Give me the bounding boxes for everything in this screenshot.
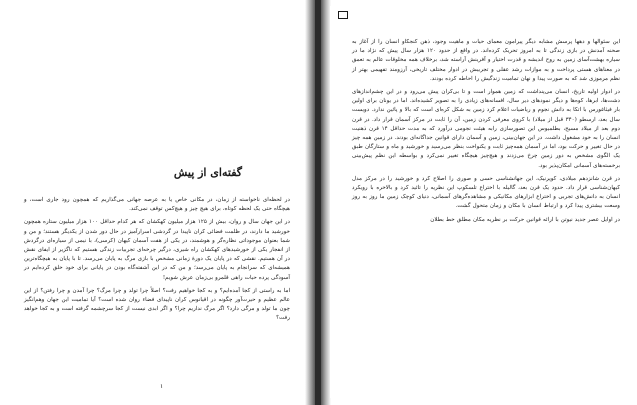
binding-shadow xyxy=(305,0,315,405)
right-page-body xyxy=(352,38,620,225)
paragraph: در قرن شانزدهم میلادی، کوپرنیک، این جهانشناسی حسی و صوری را اصلاح کرد و خورشید را در مرکز مدل کیهان‌شناسی قرار داد. حدود یک قرن بعد، گالیله با اختراع تلسکوپ این نظریه را تائید کرد و بالاخره با رویکرد انسان به دانش‌های تجربی و اختراع ابزارهای مکانیکی و مشاهده‌گرهای آسمانی، دنیای کوچک زمین ما روز به روز وسعت بیشتری پیدا کرد و ارتباط انسان با مکان و زمان متحول گشت. xyxy=(352,175,620,210)
paragraph: این سئوالها و دهها پرسش مشابه دیگر پیرامون معمای حیات و ماهیت وجود، ذهن کنجکاو انسان را از آغاز به صحنه آمدنش در بازی زندگی تا به امروز تحریک کرده‌اند. در واقع از حدود ۱۲۰ هزار سال پیش که نژاد ما در سیاره بهشت‌آسای زمین به روح اندیشه و قدرت اختیار و آفرینش آراسته شد، برخلاف همه مخلوقات عالم به تعمق در معناهای هستی پرداخت و به موازات رشد عقلی و تجربیش در ادوار مختلف تاریخی، آرزومند تفهیمی بهتر از نظم مرموزی شد که به صورت پیدا و نهان تمامیت زندگیش را احاطه کرده بودند. xyxy=(352,39,620,82)
left-page xyxy=(10,6,306,398)
left-page-body xyxy=(24,196,290,324)
paragraph: در این جهان سال و روان، بیش از ۱۲۵ هزار میلیون کهکشان که هر کدام حداقل ۱۰۰ هزار میلیون ستاره همچون خورشید ما دارند، در ظلمت فضائی کران ناپیدا در گردشی اسرارآمیز در حال دور شدن از یکدیگر هستند؛ و من و شما بعنوان موجوداتی نظاره‌گر و هوشمند، در یکی از هفت آسمان کیهان (کرسی)، با نیمی از سیاره‌ای درگردش از انفجار یکی از خورشیدهای کهکشان راه شیری، درگیر چرخه‌ای تجربیات زندگی هستیم که ناگزیر از ایفای نقش در آن هستیم. نقشی که در پایان یک دورهٔ زمانی مشخص با بازی مرگ به پایان می‌رسد. تا با پایان به هیچگاه‌ترین همیشه‌ای که سرانجام به پایان می‌رسد؛ و من که در این آشفته‌گاه بودن در پایانی برای خود خلق کرده‌ایم در آسودگی پرده حیات راهی قلمرو بی‌زمان عرش شویم! xyxy=(24,219,290,281)
paragraph: در اوایل عصر جدید نیوتن با ارائه قوانین حرکت بر نظریه مکان مطلق خط بطلان xyxy=(430,216,620,223)
right-page xyxy=(330,6,630,398)
corner-box-icon xyxy=(338,11,348,19)
chapter-title: گفته‌ای از پیش xyxy=(173,166,242,179)
paragraph: در ادوار اولیه تاریخ، انسان می‌پنداشت که زمین هموار است و تا بی‌کران پیش می‌رود و در این چشم‌اندازهای دشت‌ها، ابرها، کوه‌ها و دیگر نمودهای دیر سال، افسانه‌های زیادی را به تصویر کشیده‌اند. اما در یونان برای اولین بار فیثاغورس با اتکا به دانش نجوم و ریاضیات اعلام کرد زمین به شکل کره‌ای است که بالا و پائین ندارد. دویست سال بعد، ارسطو (۳۴۰ قبل از میلاد) با کروی معرفی کردن زمین، آن را ثابت در مرکز آسمان قرار داد. در قرن دوم بعد از میلاد مسیح، بطلمیوس این تصورسازی رابه هیئت نجومی درآورد که به مدت حداقل ۱۴ قرن ذهنیت انسان را به خود مشغول داشت. در این جهان‌بینی، زمین و آسمان دارای قوانین جداگانه‌ای بودند. در زمین همه چیز در حال تغییر و حرکت بود، اما در آسمان همه‌چیز ثابت و یکنواخت بنظر می‌رسید و خورشید و ماه و ستارگان طبق یک الگوی مشخص به دور زمین چرخ می‌زدند و هیچ‌چیز هیچگاه تغییر نمی‌کرد و بواسطه این نظم پیش‌بینی برخسته‌های آسمانی امکان‌پذیر بود. xyxy=(352,89,620,169)
paragraph: اما به راستی از کجا آمده‌ایم؟ و به کجا خواهیم رفت؟ اصلاً چرا تولد و چرا مرگ؟ چرا آمدن و چرا رفتن؟ از این عالم عظیم و حیرت‌آور چگونه در اقیانوس کران ناپیدای فضاء روان شده است؟ آیا تمامیت این جهان وهم‌انگیز چون ما تولد و مرگی دارد؟ اگر مرگ نداریم چرا؟ و اگر ابدی نیست از کجا سرچشمه گرفته است و به کجا خواهد رفت؟ xyxy=(24,287,290,322)
page-number: ۱ xyxy=(160,383,164,390)
paragraph: در لحظه‌ای ناخواسته از زمان، در مکانی خاص یا به عرصه جهانی می‌گذاریم که همچون رود جاری است، و هیچگاه حتی یک لحظه کوتاه، برای هیچ چیز و هیچ‌کس توقف نمی‌کند. xyxy=(24,197,290,213)
